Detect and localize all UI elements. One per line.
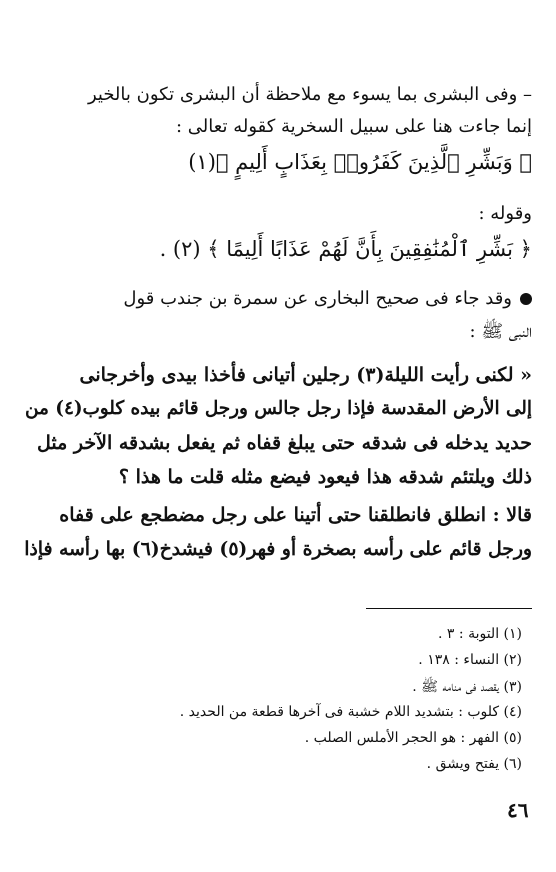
quran-verse-1: ﴿ وَبَشِّرِ ٱلَّذِينَ كَفَرُوا۟ بِعَذَابٍ أَلِيمٍ ﴾(١) bbox=[188, 150, 532, 174]
hadith-line-6: ورجل قائم على رأسه بصخرة أو فهر(٥) فيشدخ(٦) بها رأسه فإذا bbox=[24, 538, 532, 560]
footnote-2: (٢) النساء : ١٣٨ . bbox=[418, 652, 522, 668]
bullet-icon bbox=[520, 293, 532, 305]
body-line-4-text: وقد جاء فى صحيح البخارى عن سمرة بن جندب قول bbox=[123, 288, 512, 309]
body-line-4 bbox=[123, 288, 532, 309]
footnote-5: (٥) الفهر : هو الحجر الأملس الصلب . bbox=[304, 730, 522, 746]
footnote-1: (١) التوبة : ٣ . bbox=[438, 626, 522, 642]
hadith-line-2: إلى الأرض المقدسة فإذا رجل جالس ورجل قائم بيده كلوب(٤) من bbox=[25, 398, 532, 419]
quran-verse-2: ﴿ بَشِّرِ ٱلْمُنَٰفِقِينَ بِأَنَّ لَهُمْ عَذَابًا أَلِيمًا ﴾ (٢) . bbox=[159, 237, 532, 261]
body-line-3: وقوله : bbox=[478, 203, 532, 224]
hadith-line-5: قالا : انطلق فانطلقنا حتى أتينا على رجل مضطجع على قفاه bbox=[59, 504, 532, 526]
body-line-2: إنما جاءت هنا على سبيل السخرية كقوله تعالى : bbox=[176, 116, 532, 137]
footnote-6: (٦) يفتح ويشق . bbox=[426, 756, 522, 772]
hadith-line-4: ذلك ويلتئم شدقه هذا فيعود فيضع مثله قلت ما هذا ؟ bbox=[118, 466, 532, 488]
page-number: ٤٦ bbox=[507, 798, 529, 822]
footnote-4: (٤) كلوب : بتشديد اللام خشبة فى آخرها قطعة من الحديد . bbox=[179, 704, 522, 720]
footnote-3: (٣) يقصد فى منامه ﷺ . bbox=[412, 679, 522, 695]
body-line-5: النبى ﷺ : bbox=[469, 321, 532, 342]
hadith-line-3: حديد يدخله فى شدقه حتى يبلغ قفاه ثم يفعل بشدقه الآخر مثل bbox=[37, 432, 532, 454]
body-line-1: – وفى البشرى بما يسوء مع ملاحظة أن البشرى تكون بالخير bbox=[87, 84, 532, 105]
footnote-divider bbox=[366, 608, 532, 609]
hadith-line-1: « لكنى رأيت الليلة(٣) رجلين أتيانى فأخذا بيدى وأخرجانى bbox=[79, 364, 532, 386]
